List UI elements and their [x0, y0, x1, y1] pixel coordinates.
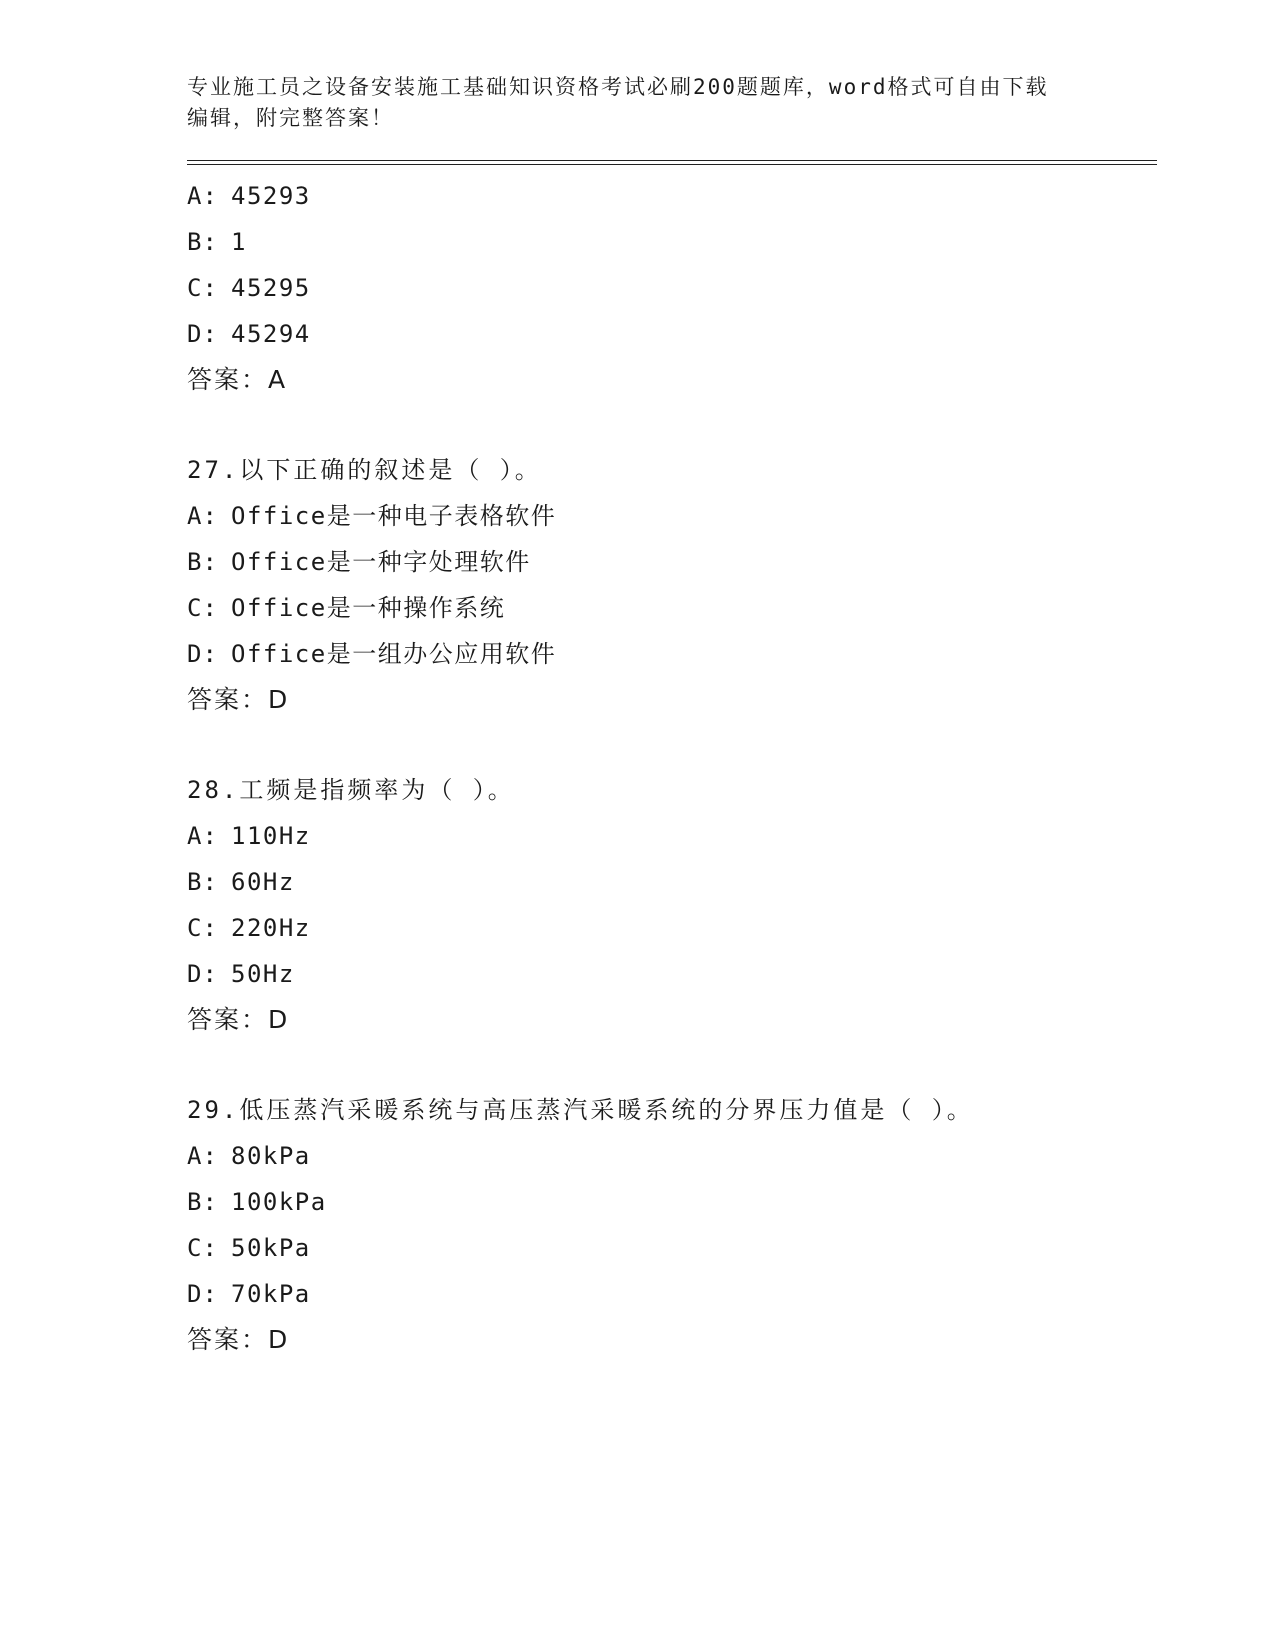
option-text: 45293: [231, 182, 311, 210]
answer-line: [187, 997, 1157, 1043]
option-b: [187, 539, 1157, 585]
option-d: [187, 1271, 1157, 1317]
option-letter: C:: [187, 594, 218, 622]
option-text: 70kPa: [231, 1280, 311, 1308]
question-stem: 27.以下正确的叙述是（ ）。: [187, 456, 542, 484]
question-item: [187, 173, 1157, 403]
option-a: [187, 813, 1157, 859]
option-text: 50Hz: [231, 960, 295, 988]
answer-label: 答案：: [187, 365, 269, 394]
question-list: [187, 173, 1157, 1363]
option-c: [187, 1225, 1157, 1271]
answer-value: A: [268, 365, 286, 394]
option-letter: A:: [187, 502, 218, 530]
answer-label: 答案：: [187, 1325, 269, 1354]
answer-label: 答案：: [187, 1005, 269, 1034]
answer-value: D: [268, 1325, 288, 1354]
option-letter: D:: [187, 640, 218, 668]
option-letter: A:: [187, 1142, 218, 1170]
option-text: Office是一种字处理软件: [231, 548, 531, 576]
option-b: [187, 219, 1157, 265]
option-letter: A:: [187, 182, 218, 210]
question-stem: 29.低压蒸汽采暖系统与高压蒸汽采暖系统的分界压力值是（ ）。: [187, 1096, 974, 1124]
option-c: [187, 905, 1157, 951]
answer-line: [187, 357, 1157, 403]
option-letter: A:: [187, 822, 218, 850]
option-c: [187, 585, 1157, 631]
option-text: 80kPa: [231, 1142, 311, 1170]
option-letter: C:: [187, 914, 218, 942]
answer-line: [187, 1317, 1157, 1363]
option-letter: B:: [187, 1188, 218, 1216]
option-letter: B:: [187, 868, 218, 896]
option-text: 50kPa: [231, 1234, 311, 1262]
answer-label: 答案：: [187, 685, 269, 714]
option-a: [187, 1133, 1157, 1179]
option-text: 60Hz: [231, 868, 295, 896]
option-text: Office是一种操作系统: [231, 594, 506, 622]
document-header: 专业施工员之设备安装施工基础知识资格考试必刷200题题库，word格式可自由下载编辑，附完整答案！: [187, 75, 1049, 130]
option-d: [187, 951, 1157, 997]
option-d: [187, 631, 1157, 677]
option-a: [187, 173, 1157, 219]
option-a: [187, 493, 1157, 539]
option-letter: D:: [187, 320, 218, 348]
option-letter: C:: [187, 1234, 218, 1262]
option-d: [187, 311, 1157, 357]
question-item: [187, 447, 1157, 723]
option-text: 45295: [231, 274, 311, 302]
option-text: 110Hz: [231, 822, 311, 850]
option-text: 220Hz: [231, 914, 311, 942]
option-text: 1: [231, 228, 247, 256]
header-divider: [187, 160, 1157, 165]
question-item: [187, 1087, 1157, 1363]
answer-value: D: [268, 685, 288, 714]
option-text: 100kPa: [231, 1188, 327, 1216]
question-stem: 28.工频是指频率为（ ）。: [187, 776, 515, 804]
answer-line: [187, 677, 1157, 723]
option-c: [187, 265, 1157, 311]
option-letter: D:: [187, 1280, 218, 1308]
option-text: Office是一种电子表格软件: [231, 502, 557, 530]
option-text: 45294: [231, 320, 311, 348]
document-page: [187, 72, 1157, 1407]
option-letter: B:: [187, 548, 218, 576]
option-text: Office是一组办公应用软件: [231, 640, 557, 668]
option-letter: C:: [187, 274, 218, 302]
option-b: [187, 1179, 1157, 1225]
option-letter: B:: [187, 228, 218, 256]
question-item: [187, 767, 1157, 1043]
option-letter: D:: [187, 960, 218, 988]
option-b: [187, 859, 1157, 905]
answer-value: D: [268, 1005, 288, 1034]
